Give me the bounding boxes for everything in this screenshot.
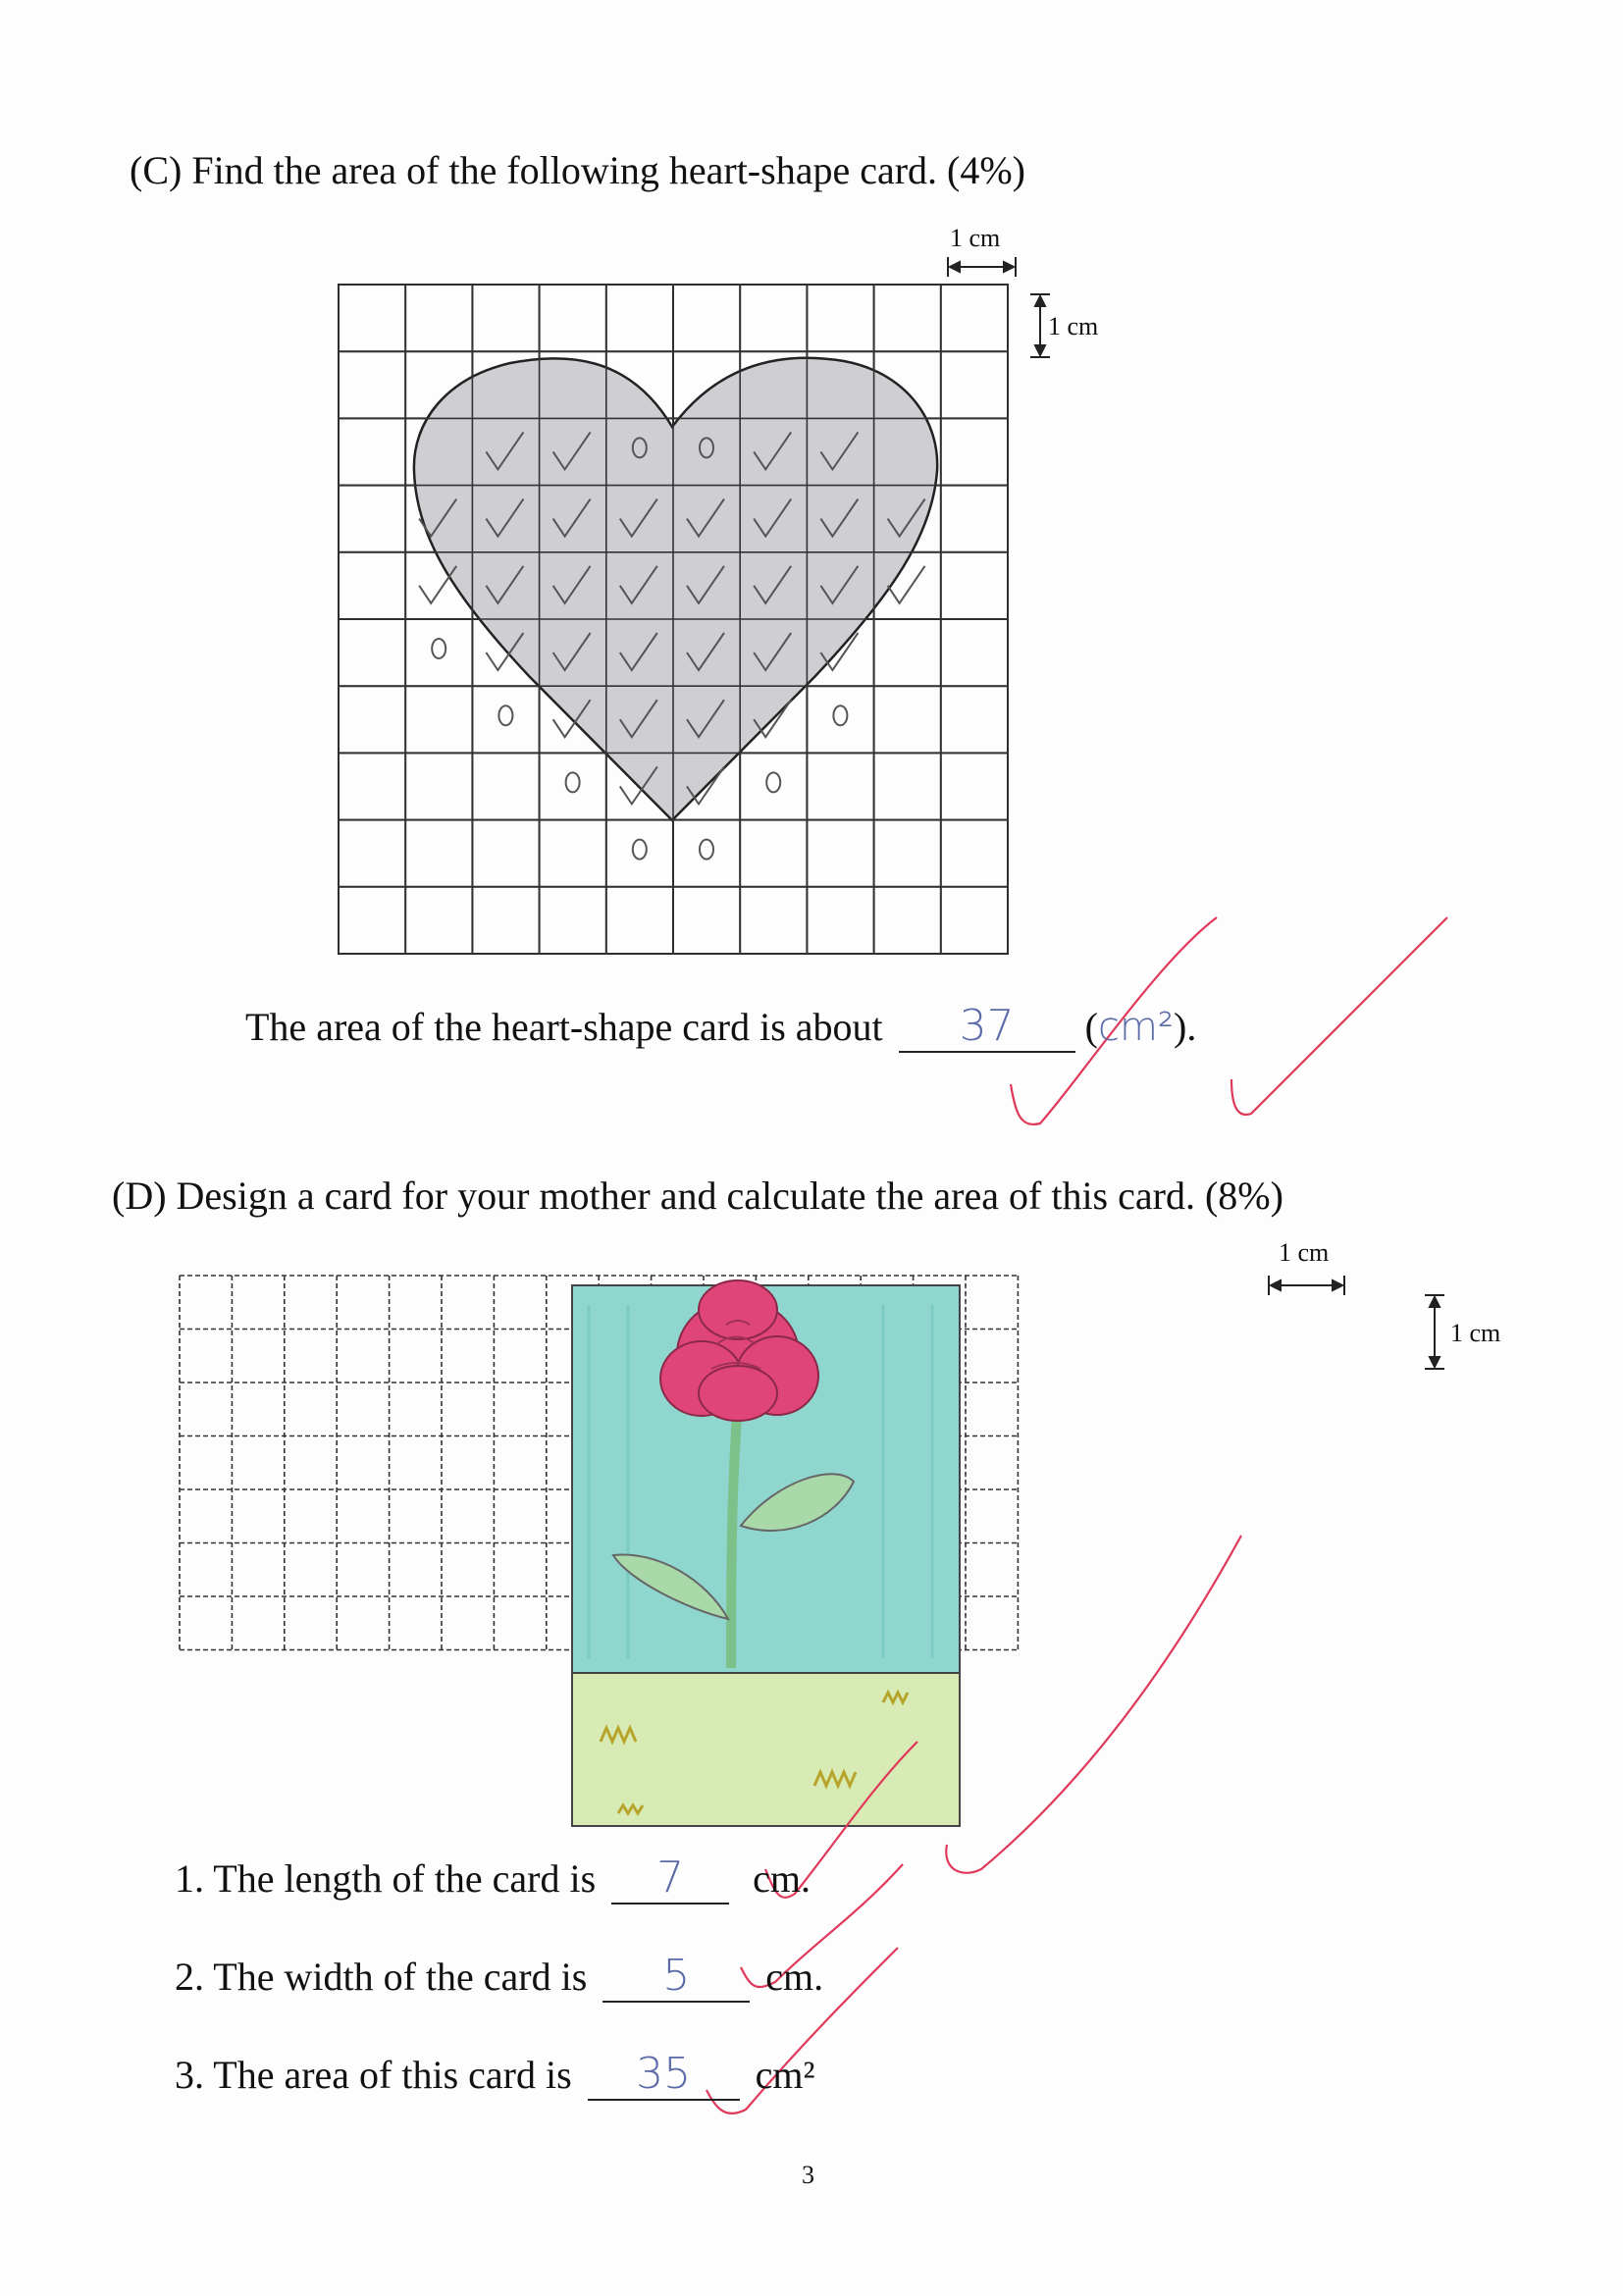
pencil-check-mark xyxy=(687,566,724,603)
pencil-check-mark xyxy=(888,566,925,603)
card-length-unit: cm. xyxy=(753,1856,812,1901)
card-width-answer-field[interactable] xyxy=(602,1951,750,2003)
pencil-circle-mark xyxy=(700,840,713,860)
card-area-answer-value: 35 xyxy=(636,2049,692,2099)
heart-area-answer-field[interactable] xyxy=(899,1001,1075,1053)
pencil-circle-mark xyxy=(833,705,847,725)
heart-unit-vertical-label: 1 cm xyxy=(1048,312,1099,340)
pencil-circle-mark xyxy=(566,772,580,792)
heart-answer-prefix: The area of the heart-shape card is about xyxy=(245,1005,883,1049)
heart-unit-answer[interactable]: cm² xyxy=(1098,1005,1174,1050)
mother-card-drawing xyxy=(572,1280,960,1826)
card-width-prefix: 2. The width of the card is xyxy=(175,1955,588,1999)
pencil-circle-mark xyxy=(498,705,512,725)
page-number: 3 xyxy=(802,2161,814,2189)
pencil-circle-mark xyxy=(432,639,445,658)
heart-area-answer-value: 37 xyxy=(959,1001,1015,1051)
card-unit-horizontal-label: 1 cm xyxy=(1279,1238,1330,1267)
card-grid xyxy=(180,1276,1018,1650)
card-length-question xyxy=(175,1852,811,1905)
heart-unit-open: ( xyxy=(1084,1005,1098,1049)
heart-unit-close: ). xyxy=(1174,1005,1197,1049)
pencil-check-mark xyxy=(620,499,657,537)
pencil-check-mark xyxy=(820,566,858,603)
pencil-check-mark xyxy=(486,566,523,603)
heart-answer-line xyxy=(245,1001,1196,1053)
teacher-red-ticks xyxy=(707,917,1447,2113)
pencil-circle-mark xyxy=(633,840,647,860)
card-width-question xyxy=(175,1951,823,2003)
pencil-check-mark xyxy=(553,566,591,603)
pencil-check-mark xyxy=(486,499,523,537)
pencil-check-mark xyxy=(553,700,591,737)
pencil-circle-mark xyxy=(633,438,647,457)
card-unit-horizontal-arrow xyxy=(1269,1276,1344,1295)
pencil-circle-mark xyxy=(700,438,713,457)
pencil-check-mark xyxy=(553,499,591,537)
heart-unit-horizontal-arrow xyxy=(948,257,1016,277)
pencil-check-mark xyxy=(687,499,724,537)
card-width-unit: cm. xyxy=(765,1955,824,1999)
card-area-question xyxy=(175,2049,815,2101)
card-width-answer-value: 5 xyxy=(662,1951,691,2001)
heart-unit-vertical-arrow xyxy=(1030,294,1050,357)
pencil-check-mark xyxy=(754,566,791,603)
pencil-check-mark xyxy=(620,766,657,804)
leaf-left xyxy=(613,1554,728,1619)
pencil-check-mark xyxy=(620,566,657,603)
pencil-check-mark xyxy=(754,700,791,737)
pencil-check-mark xyxy=(820,633,858,670)
heart-grid xyxy=(339,285,1008,954)
pencil-check-mark xyxy=(820,499,858,537)
heart-shape xyxy=(414,358,937,820)
pencil-circle-mark xyxy=(766,772,780,792)
card-area-unit: cm² xyxy=(755,2053,815,2097)
pencil-check-mark xyxy=(620,633,657,670)
section-d-title: (D) Design a card for your mother and calculate the area of this card. (8%) xyxy=(112,1174,1283,1218)
card-length-answer-field[interactable] xyxy=(611,1852,729,1905)
pencil-check-mark xyxy=(754,499,791,537)
pencil-check-mark xyxy=(754,633,791,670)
section-c-title: (C) Find the area of the following heart-shape card. (4%) xyxy=(130,148,1025,192)
pencil-check-mark xyxy=(419,566,456,603)
pencil-check-mark xyxy=(419,499,456,537)
pencil-check-mark xyxy=(486,432,523,469)
heart-unit-horizontal-label: 1 cm xyxy=(950,224,1001,252)
pencil-check-mark xyxy=(820,432,858,469)
pencil-check-mark xyxy=(620,700,657,737)
card-area-answer-field[interactable] xyxy=(588,2049,740,2101)
card-unit-vertical-arrow xyxy=(1425,1295,1444,1369)
pencil-check-mark xyxy=(687,766,724,804)
pencil-check-mark xyxy=(687,700,724,737)
pencil-check-mark xyxy=(754,432,791,469)
pencil-check-mark xyxy=(553,432,591,469)
pencil-check-mark xyxy=(687,633,724,670)
card-area-prefix: 3. The area of this card is xyxy=(175,2053,572,2097)
card-length-answer-value: 7 xyxy=(656,1852,685,1903)
pencil-check-mark xyxy=(553,633,591,670)
pencil-check-mark xyxy=(888,499,925,537)
card-length-prefix: 1. The length of the card is xyxy=(175,1856,597,1901)
flower-blossom xyxy=(660,1280,818,1421)
pencil-check-mark xyxy=(486,633,523,670)
pencil-tick-marks xyxy=(419,432,924,859)
leaf-right xyxy=(741,1474,854,1531)
card-unit-vertical-label: 1 cm xyxy=(1450,1319,1501,1347)
